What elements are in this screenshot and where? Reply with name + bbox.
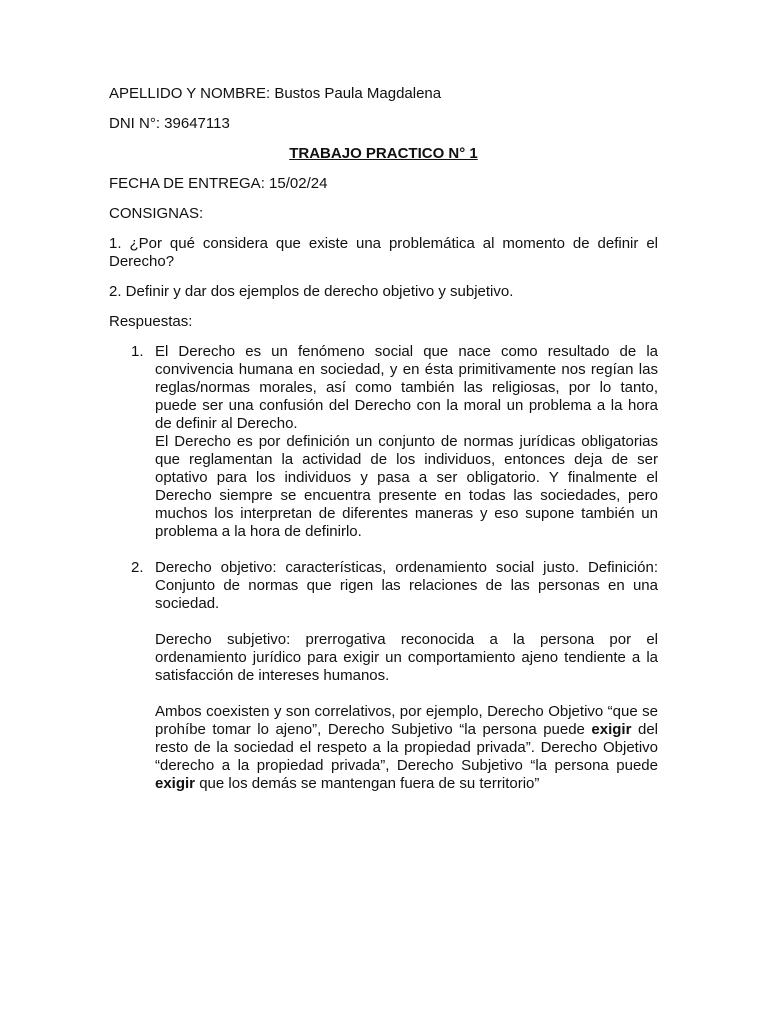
bold-word: exigir	[155, 775, 196, 792]
answer-number: 2.	[131, 559, 144, 576]
due-date-line: FECHA DE ENTREGA: 15/02/24	[109, 175, 328, 192]
question-2: 2. Definir y dar dos ejemplos de derecho objetivo y subjetivo.	[109, 283, 514, 300]
text-segment: del resto de la sociedad el respeto a la propiedad privada”. Derecho Objetivo “derecho a la propiedad privada”, Derecho Subjetivo “la persona puede	[155, 721, 658, 774]
answer-item-2	[109, 559, 658, 793]
answer-number: 1.	[131, 343, 144, 360]
answer-2-paragraph-1: Derecho objetivo: características, ordenamiento social justo. Definición: Conjunto de normas que rigen las relaciones de las personas en una sociedad.	[155, 559, 658, 612]
answer-2-paragraph-2: Derecho subjetivo: prerrogativa reconocida a la persona por el ordenamiento jurídico para exigir un comportamiento ajeno tendiente a la satisfacción de intereses humanos.	[155, 631, 658, 684]
answers-list	[109, 343, 658, 793]
dni-line: DNI N°: 39647113	[109, 115, 230, 132]
answer-1-paragraph-1: El Derecho es un fenómeno social que nace como resultado de la convivencia humana en sociedad, y en ésta primitivamente nos regían las reglas/normas morales, así como también las religiosas, por lo tanto, puede ser una confusión del Derecho con la moral un problema a la hora de definir al Derecho.	[155, 343, 658, 432]
name-line: APELLIDO Y NOMBRE: Bustos Paula Magdalena	[109, 85, 442, 102]
respuestas-label: Respuestas:	[109, 313, 193, 330]
answer-item-1	[109, 343, 658, 541]
text-segment: que los demás se mantengan fuera de su territorio”	[195, 775, 540, 792]
answer-1-paragraph-2: El Derecho es por definición un conjunto de normas jurídicas obligatorias que reglamentan la actividad de los individuos, entonces deja de ser optativo para los individuos y pasa a ser obligatorio. Y finalmente el Derecho siempre se encuentra presente en todas las sociedades, pero muchos los interpretan de diferentes maneras y eso supone también un problema a la hora de definirlo.	[155, 433, 658, 540]
answer-2-paragraph-3	[155, 703, 658, 793]
text-segment: Ambos coexisten y son correlativos, por ejemplo, Derecho Objetivo “que se prohíbe tomar lo ajeno”, Derecho Subjetivo “la persona puede	[155, 703, 658, 738]
question-1: 1. ¿Por qué considera que existe una problemática al momento de definir el Derecho?	[109, 235, 658, 270]
document-title: TRABAJO PRACTICO N° 1	[289, 145, 478, 162]
bold-word: exigir	[591, 721, 632, 738]
consignas-label: CONSIGNAS:	[109, 205, 204, 222]
document-body	[109, 85, 658, 793]
